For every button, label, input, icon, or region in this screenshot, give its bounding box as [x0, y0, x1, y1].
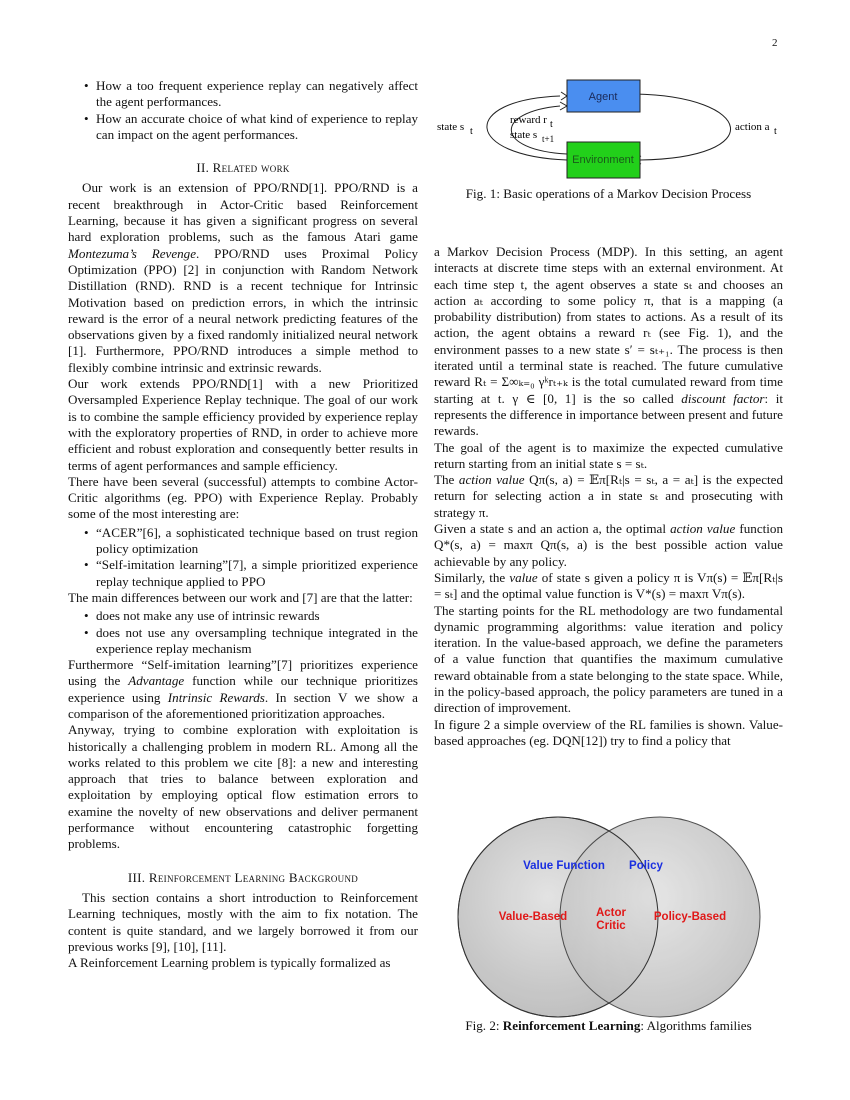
- list-item: • How an accurate choice of what kind of experience to replay can impact on the agent performances.: [68, 111, 418, 144]
- figure2-caption: Fig. 2: Reinforcement Learning: Algorithms families: [465, 1018, 752, 1033]
- list-item: • How a too frequent experience replay can negatively affect the agent performances.: [68, 78, 418, 111]
- right-column: [434, 244, 783, 749]
- bullet-list: [68, 525, 418, 590]
- paragraph: a Markov Decision Process (MDP). In this setting, an agent interacts at discrete time steps with an external environment. At each time step t, the agent observes a state sₜ and chooses an action aₜ according to some policy π, that is a mapping (a probability distribution) from states to actions. As a result of its action, the agent obtains a reward rₜ (see Fig. 1), and the environment passes to a new state s′ = sₜ₊₁. The process is then iterated until a terminal state is reached. The future cumulative reward Rₜ = Σ∞ₖ₌₀ γᵏrₜ₊ₖ is the total cumulated reward from time starting at t. γ ∈ [0, 1] is the so called discount factor: it represents the difference in importance between present and future rewards.: [434, 244, 783, 439]
- action-subscript: t: [774, 126, 777, 137]
- paragraph: The goal of the agent is to maximize the expected cumulative return starting from an initial state s = sₜ.: [434, 439, 783, 471]
- bullet-list: [68, 608, 418, 657]
- list-item: • “ACER”[6], a sophisticated technique based on trust region policy optimization: [68, 525, 418, 558]
- action-arrow-path: [634, 94, 731, 160]
- reward-arrowhead: [560, 102, 567, 110]
- list-item: • does not make any use of intrinsic rewards: [68, 608, 418, 624]
- policy-based-label: Policy-Based: [653, 911, 727, 923]
- paragraph: Our work is an extension of PPO/RND[1]. PPO/RND is a recent breakthrough in Actor-Critic based Reinforcement Learning, because it has given a significant progress on several hard exploration problems, such as the famous Atari game Montezuma’s Revenge. PPO/RND uses Proximal Policy Optimization (PPO) [2] in conjunction with Random Network Distillation (RND). RND is a recent technique for Intrinsic Motivation based on prediction errors, in which the intrinsic reward is the error of a neural network predicting features of the observations given by a fixed randomly initialized neural network [1]. Furthermore, PPO/RND introduces a simple method to flexibly combine intrinsic and extrinsic rewards.: [68, 180, 418, 375]
- policy-label: Policy: [629, 860, 663, 872]
- action-label: action a: [735, 121, 770, 133]
- paragraph: In figure 2 a simple overview of the RL families is shown. Value-based approaches (eg. DQN[12]) try to find a policy that: [434, 716, 783, 748]
- paragraph: Anyway, trying to combine exploration with exploitation is historically a challenging problem in modern RL. Among all the works related to this problem we cite [8]: a new and interesting approach that tries to balance between exploration and exploitation by employing optical flow estimation errors to examine the novelty of new observations and deliver permanent performance without encountering catastrophic forgetting problems.: [68, 722, 418, 852]
- intro-bullet-list: [68, 78, 418, 143]
- agent-label: Agent: [588, 91, 618, 103]
- paragraph: The main differences between our work and [7] are that the latter:: [68, 589, 413, 605]
- list-item: • does not use any oversampling technique integrated in the experience replay mechanism: [68, 625, 418, 658]
- value-based-label: Value-Based: [498, 911, 568, 923]
- paragraph: The action value Qπ(s, a) = 𝔼π[Rₜ|s = sₜ, a = aₜ] is the expected return for selecting action a in state sₜ and prosecuting with strategy π.: [434, 472, 784, 520]
- page-number: 2: [772, 37, 778, 49]
- paragraph: A Reinforcement Learning problem is typically formalized as: [68, 955, 391, 971]
- environment-label: Environment: [572, 154, 634, 166]
- rl-families-venn-diagram: [434, 812, 784, 1024]
- critic-label: Critic: [596, 920, 626, 932]
- reward-label: reward r: [510, 114, 547, 126]
- state-arrow-path: [487, 96, 567, 160]
- paragraph: Given a state s and an action a, the optimal action value function Q*(s, a) = maxπ Qπ(s, a) is the best possible action value achievable by any policy.: [434, 521, 783, 569]
- paragraph: The starting points for the RL methodology are two fundamental dynamic programming algorithms: value iteration and policy iteration. In the value-based approach, we define the parameters of a value function that quantifies the maximum cumulative reward obtainable from a state belonging to the state space. While, in the policy-based approach, the policy parameters are tuned in a direction of improvement.: [434, 602, 783, 716]
- paragraph: Similarly, the value of state s given a policy π is Vπ(s) = 𝔼π[Rₜ|s = sₜ] and the optimal value function is V*(s) = maxπ Vπ(s).: [434, 569, 784, 602]
- paragraph: This section contains a short introduction to Reinforcement Learning techniques, mostly with the aim to fix notation. The content is quite standard, and we largely borrowed it from our previous works [9], [10], [11].: [68, 889, 418, 954]
- left-column: [68, 78, 418, 971]
- value-function-label: Value Function: [523, 860, 605, 872]
- paragraph: There have been several (successful) attempts to combine Actor-Critic algorithms (eg. PPO) with Experience Replay. Probably some of the most interesting are:: [68, 473, 418, 522]
- game-title: Montezuma’s Revenge: [68, 245, 197, 261]
- figure1-caption: Fig. 1: Basic operations of a Markov Decision Process: [465, 186, 752, 201]
- reward-subscript: t: [550, 119, 553, 130]
- state-arrowhead: [561, 92, 567, 100]
- next-state-subscript: t+1: [542, 134, 555, 144]
- paragraph: Furthermore “Self-imitation learning”[7] prioritizes experience using the Advantage function while our technique prioritizes experience using Intrinsic Rewards. In section V we show a comparison of the aforementioned prioritization approaches.: [68, 657, 418, 721]
- list-item: • “Self-imitation learning”[7], a simple prioritized experience replay technique applied to PPO: [68, 557, 418, 590]
- next-state-label: state s: [510, 129, 538, 141]
- actor-label: Actor: [595, 907, 627, 919]
- section-heading-related-work: II. Related work: [196, 160, 290, 176]
- state-label: state s: [437, 121, 465, 133]
- state-subscript: t: [470, 126, 473, 137]
- paragraph: Our work extends PPO/RND[1] with a new Prioritized Oversampled Experience Replay technique. The goal of our work is to combine the sample efficiency provided by experience replay with the exploratory properties of RND, in order to achieve more efficient and robust exploration and consequently better results in terms of agent performances and sample efficiency.: [68, 376, 418, 473]
- section-heading-rl-background: III. Reinforcement Learning Background: [127, 869, 359, 885]
